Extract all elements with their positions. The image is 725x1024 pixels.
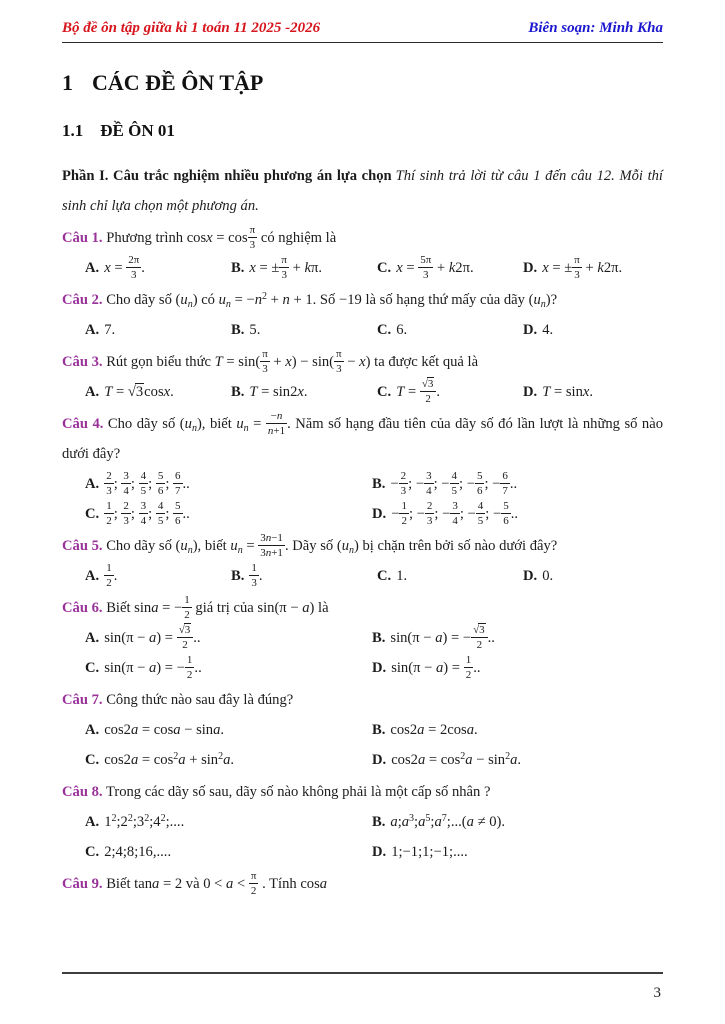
- answer-option: [523, 253, 663, 283]
- answer-option: [231, 377, 377, 407]
- question-label: Câu 9.: [62, 876, 103, 892]
- fraction: $\frac{3}{4}$: [452, 500, 458, 527]
- option-letter: B.: [231, 384, 245, 400]
- fraction: $\frac{2}{3}$: [400, 470, 407, 497]
- header-rule: [62, 42, 663, 43]
- option-letter: D.: [372, 660, 387, 676]
- answer-option: [85, 253, 231, 283]
- subsection-number: 1.1: [62, 121, 84, 140]
- option-letter: D.: [523, 384, 538, 400]
- fraction: $\frac{2}{3}$: [106, 470, 112, 497]
- subsection-heading: [62, 121, 663, 141]
- option-text: $\frac{1}{2}$ ; $\frac{2}{3}$ ; $\frac{3}{4}$ ; $\frac{4}{5}$ ; $\frac{5}{6}$ ..: [106, 500, 190, 527]
- option-letter: D.: [372, 844, 387, 860]
- option-text: $\frac{1}{2}$ .: [106, 562, 118, 589]
- question-body: [62, 777, 663, 807]
- option-letter: C.: [377, 322, 392, 338]
- option-letter: A.: [85, 568, 100, 584]
- fraction: $\frac{3}{4}$: [426, 470, 432, 497]
- option-text: 1;−1;1;−1;....: [391, 844, 468, 860]
- option-letter: A.: [85, 476, 100, 492]
- answer-option: [372, 469, 663, 499]
- header-booklet-title: Bộ đề ôn tập giữa kì 1 toán 11 2025 -2026: [62, 20, 321, 36]
- question-body: [62, 223, 663, 253]
- question-text: Công thức nào sau đây là đúng?: [106, 692, 294, 708]
- fraction: $\frac{\pi}{3}$: [249, 224, 256, 251]
- answer-option: [377, 315, 523, 345]
- questions-list: [62, 223, 663, 899]
- fraction: $\frac{-n}{n+1}$: [267, 410, 286, 437]
- part-instructions: [62, 161, 663, 221]
- fraction: $\frac{√3}{2}$: [420, 378, 437, 405]
- answer-option: [85, 561, 231, 591]
- option-letter: C.: [377, 384, 392, 400]
- answer-option: [523, 561, 663, 591]
- fraction: $\frac{\pi}{3}$: [281, 254, 287, 281]
- question-text: Biết tana = 2 và 0 < a < $\frac{\pi}{2}$ . Tính cosa: [106, 870, 328, 897]
- option-text: $\cos 2a = \cos^2a - \sin^2a$.: [391, 751, 522, 768]
- fraction: $\frac{\pi}{2}$: [250, 870, 257, 897]
- answer-option: [372, 623, 663, 653]
- option-text: sin(π − a) = − $\frac{1}{2}$ ..: [104, 654, 202, 681]
- question-body: [62, 593, 663, 623]
- option-text: sin(π − a) = $\frac{1}{2}$ ..: [391, 654, 481, 681]
- question-text: Cho dãy số $(u_n)$, biết $u_n$ = $\frac{3n-1}{3n+1}$ . Dãy số $(u_n)$ bị chặn trên bởi số nào dưới đây?: [106, 532, 558, 559]
- question: [62, 285, 663, 345]
- answer-option: [523, 377, 663, 407]
- question: [62, 531, 663, 591]
- option-text: x = $\frac{5\pi}{3}$ + k2π.: [396, 254, 474, 281]
- fraction: $\frac{\pi}{3}$: [262, 348, 268, 375]
- sqrt: √3: [178, 624, 191, 637]
- option-text: cos2a = 2cosa.: [390, 722, 478, 738]
- answer-options: [62, 807, 663, 867]
- fraction: $\frac{1}{2}$: [465, 654, 472, 681]
- answer-option: [377, 561, 523, 591]
- option-letter: B.: [372, 814, 386, 830]
- option-letter: C.: [85, 844, 100, 860]
- fraction: $\frac{5\pi}{3}$: [420, 254, 432, 281]
- sqrt: √3: [127, 384, 144, 400]
- option-letter: C.: [377, 568, 392, 584]
- question-label: Câu 5.: [62, 538, 103, 554]
- answer-option: [85, 653, 372, 683]
- answer-option: [523, 315, 663, 345]
- option-text: 5.: [249, 322, 261, 338]
- option-text: 0.: [542, 568, 554, 584]
- answer-option: [85, 837, 372, 867]
- answer-option: [85, 315, 231, 345]
- fraction: $\frac{2}{3}$: [426, 500, 433, 527]
- option-letter: B.: [372, 630, 386, 646]
- answer-option: [377, 253, 523, 283]
- option-text: x = ± $\frac{\pi}{3}$ + kπ.: [249, 254, 323, 281]
- answer-option: [85, 807, 372, 837]
- answer-option: [85, 377, 231, 407]
- option-letter: C.: [85, 506, 100, 522]
- question: [62, 869, 663, 899]
- option-letter: D.: [523, 322, 538, 338]
- fraction: $\frac{5}{6}$: [175, 500, 181, 527]
- answer-option: [231, 315, 377, 345]
- question-body: [62, 409, 663, 469]
- answer-option: [372, 807, 663, 837]
- fraction: $\frac{3}{4}$: [123, 470, 129, 497]
- question-text: Phương trình cosx = cos $\frac{\pi}{3}$ có nghiệm là: [106, 224, 337, 251]
- option-letter: A.: [85, 260, 100, 276]
- option-letter: D.: [523, 568, 538, 584]
- option-text: x = $\frac{2\pi}{3}$ .: [104, 254, 145, 281]
- option-text: $1^2;2^2;3^2;4^2$;....: [104, 813, 185, 830]
- section-title: CÁC ĐỀ ÔN TẬP: [92, 70, 264, 95]
- question-body: [62, 531, 663, 561]
- option-text: x = ± $\frac{\pi}{3}$ + k2π.: [542, 254, 623, 281]
- question: [62, 347, 663, 407]
- page-number: 3: [653, 985, 661, 1001]
- fraction: $\frac{3n-1}{3n+1}$: [260, 532, 283, 559]
- option-text: $\frac{2}{3}$ ; $\frac{3}{4}$ ; $\frac{4}{5}$ ; $\frac{5}{6}$ ; $\frac{6}{7}$ ..: [106, 470, 190, 497]
- option-text: $\frac{1}{3}$ .: [251, 562, 263, 589]
- option-letter: C.: [85, 752, 100, 768]
- fraction: $\frac{5}{6}$: [476, 470, 483, 497]
- question-text: Trong các dãy số sau, dãy số nào không phải là một cấp số nhân ?: [105, 784, 491, 800]
- footer-rule: [62, 972, 663, 974]
- answer-options: [62, 377, 663, 407]
- fraction: $\frac{\pi}{3}$: [336, 348, 342, 375]
- answer-options: [62, 561, 663, 591]
- question-label: Câu 1.: [62, 230, 103, 246]
- fraction: $\frac{1}{2}$: [401, 500, 407, 527]
- fraction: $\frac{4}{5}$: [477, 500, 484, 527]
- page-header: [62, 20, 663, 42]
- fraction: $\frac{6}{7}$: [502, 470, 508, 497]
- answer-options: [62, 623, 663, 683]
- part-title: Phần I. Câu trắc nghiệm nhiều phương án lựa chọn: [62, 168, 392, 184]
- option-text: $a;a^3;a^5;a^7;...(a \ne 0)$.: [390, 813, 506, 830]
- option-text: 4.: [542, 322, 554, 338]
- option-letter: D.: [372, 506, 387, 522]
- question-label: Câu 6.: [62, 600, 103, 616]
- fraction: $\frac{4}{5}$: [140, 470, 147, 497]
- question-body: [62, 869, 663, 899]
- question-label: Câu 8.: [62, 784, 103, 800]
- answer-options: [62, 469, 663, 529]
- question-body: [62, 685, 663, 715]
- question-body: [62, 285, 663, 315]
- question: [62, 593, 663, 683]
- option-letter: C.: [85, 660, 100, 676]
- question-text: Cho dãy số $(u_n)$, biết $u_n$ = $\frac{-n}{n+1}$ . Năm số hạng đầu tiên của dãy số đó lần lượt là những số nào dưới đây?: [62, 410, 663, 462]
- answer-option: [372, 653, 663, 683]
- question: [62, 223, 663, 283]
- option-letter: D.: [523, 260, 538, 276]
- fraction: $\frac{1}{2}$: [106, 562, 112, 589]
- fraction: $\frac{5}{6}$: [503, 500, 509, 527]
- answer-options: [62, 315, 663, 345]
- option-letter: B.: [231, 260, 245, 276]
- option-text: 6.: [396, 322, 408, 338]
- sqrt: √3: [421, 378, 434, 391]
- option-letter: B.: [231, 322, 245, 338]
- question-text: Biết sina = − $\frac{1}{2}$ giá trị của sin(π − a) là: [106, 594, 329, 621]
- option-text: − $\frac{1}{2}$ ; − $\frac{2}{3}$ ; − $\frac{3}{4}$ ; − $\frac{4}{5}$ ; − $\frac{5}{6}$ ..: [391, 500, 518, 527]
- option-letter: C.: [377, 260, 392, 276]
- fraction: $\frac{1}{2}$: [186, 654, 193, 681]
- answer-option: [377, 377, 523, 407]
- option-letter: A.: [85, 384, 100, 400]
- fraction: $\frac{5}{6}$: [157, 470, 164, 497]
- fraction: $\frac{3}{4}$: [140, 500, 147, 527]
- option-text: 1.: [396, 568, 408, 584]
- section-number: 1: [62, 70, 73, 95]
- answer-option: [231, 561, 377, 591]
- option-text: 2;4;8;16,....: [104, 844, 172, 860]
- answer-option: [85, 469, 372, 499]
- fraction: $\frac{2\pi}{3}$: [128, 254, 140, 281]
- answer-option: [372, 837, 663, 867]
- question-text: Rút gọn biểu thức T = sin( $\frac{\pi}{3}$ + x) − sin( $\frac{\pi}{3}$ − x) ta được kết quả là: [106, 348, 479, 375]
- option-letter: A.: [85, 630, 100, 646]
- option-letter: B.: [372, 722, 386, 738]
- fraction: $\frac{√3}{2}$: [177, 624, 194, 651]
- option-letter: B.: [372, 476, 386, 492]
- fraction: $\frac{1}{2}$: [184, 594, 190, 621]
- fraction: $\frac{4}{5}$: [157, 500, 164, 527]
- answer-option: [372, 745, 663, 775]
- option-text: T = sinx.: [542, 384, 594, 400]
- option-text: sin(π − a) = − $\frac{√3}{2}$ ..: [390, 624, 495, 651]
- fraction: $\frac{2}{3}$: [123, 500, 129, 527]
- question-label: Câu 3.: [62, 354, 103, 370]
- option-text: T = √3cosx.: [104, 384, 174, 400]
- option-text: 7.: [104, 322, 116, 338]
- option-text: − $\frac{2}{3}$ ; − $\frac{3}{4}$ ; − $\frac{4}{5}$ ; − $\frac{5}{6}$ ; − $\frac{6}{7}$ ..: [390, 470, 518, 497]
- question-label: Câu 7.: [62, 692, 103, 708]
- question: [62, 685, 663, 775]
- part-note: Thí sinh trả lời từ câu 1 đến câu 12. Mỗi thí sinh chỉ lựa chọn một phương án.: [62, 168, 663, 214]
- answer-options: [62, 715, 663, 775]
- option-letter: D.: [372, 752, 387, 768]
- question-label: Câu 2.: [62, 292, 103, 308]
- fraction: $\frac{\pi}{3}$: [574, 254, 580, 281]
- question-text: Cho dãy số $(u_n)$ có $u_n = -n^2 + n + 1$. Số −19 là số hạng thứ mấy của dãy $(u_n)$?: [106, 291, 558, 310]
- answer-option: [85, 623, 372, 653]
- option-text: sin(π − a) = $\frac{√3}{2}$ ..: [104, 624, 201, 651]
- section-heading: [62, 70, 663, 96]
- answer-option: [85, 745, 372, 775]
- answer-option: [231, 253, 377, 283]
- option-text: cos2a = cosa − sina.: [104, 722, 225, 738]
- fraction: $\frac{√3}{2}$: [471, 624, 488, 651]
- subsection-title: ĐỀ ÔN 01: [100, 121, 175, 140]
- question: [62, 777, 663, 867]
- fraction: $\frac{6}{7}$: [175, 470, 181, 497]
- answer-option: [85, 499, 372, 529]
- option-letter: B.: [231, 568, 245, 584]
- question-label: Câu 4.: [62, 416, 104, 432]
- fraction: $\frac{4}{5}$: [451, 470, 457, 497]
- question-body: [62, 347, 663, 377]
- fraction: $\frac{1}{3}$: [251, 562, 257, 589]
- answer-option: [372, 715, 663, 745]
- sqrt: √3: [473, 624, 485, 637]
- option-text: T = $\frac{√3}{2}$ .: [396, 378, 441, 405]
- option-text: $\cos 2a = \cos^2a + \sin^2a$.: [104, 751, 235, 768]
- fraction: $\frac{1}{2}$: [106, 500, 112, 527]
- answer-option: [85, 715, 372, 745]
- question: [62, 409, 663, 529]
- header-author: Biên soạn: Minh Kha: [528, 20, 663, 36]
- answer-options: [62, 253, 663, 283]
- option-letter: A.: [85, 722, 100, 738]
- answer-option: [372, 499, 663, 529]
- option-letter: A.: [85, 322, 100, 338]
- option-letter: A.: [85, 814, 100, 830]
- option-text: T = sin2x.: [249, 384, 308, 400]
